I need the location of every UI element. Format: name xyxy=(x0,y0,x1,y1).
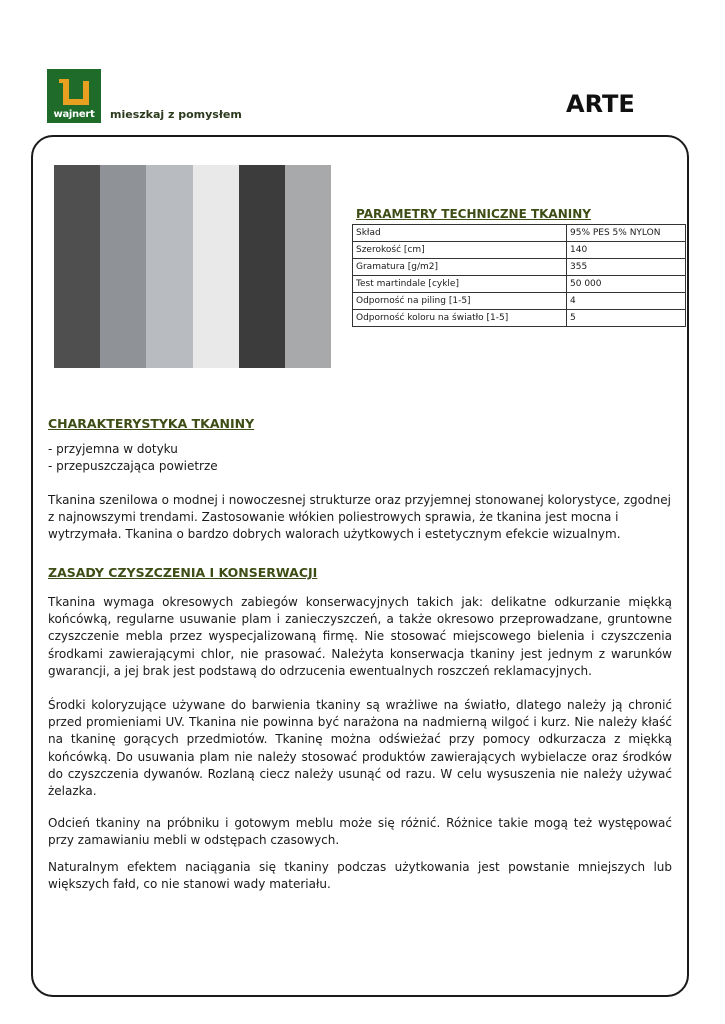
param-value: 4 xyxy=(567,293,686,310)
table-row xyxy=(353,225,686,242)
brand-tagline: mieszkaj z pomysłem xyxy=(110,108,242,121)
table-row xyxy=(353,242,686,259)
bullet-item: - przyjemna w dotyku xyxy=(48,442,178,456)
param-value: 140 xyxy=(567,242,686,259)
param-value: 5 xyxy=(567,310,686,327)
cleaning-paragraph: Naturalnym efektem naciągania się tkaniny podczas użytkowania jest powstanie mniejszych lub większych fałd, co nie stanowi wady materiału. xyxy=(48,860,672,892)
characteristics-bullets xyxy=(48,441,672,475)
param-label: Gramatura [g/m2] xyxy=(353,259,567,276)
cleaning-paragraph: Środki koloryzujące używane do barwienia tkaniny są wrażliwe na światło, dlatego należy ją chronić przed promieniami UV. Tkanina nie powinna być narażona na nadmierną wilgoć i kurz. Nie należy kłaść na tkaninę gorących przedmiotów. Tkaninę można odświeżać przy pomocy odkurzacza z miękką końcówką. Do usuwania plam nie należy stosować produktów zawierających wybielacze oraz środków do czyszczenia dywanów. Rozlaną ciecz należy usunąć od razu. W celu wysuszenia nie należy używać żelazka. xyxy=(48,698,672,799)
param-value: 95% PES 5% NYLON xyxy=(567,225,686,242)
characteristics-paragraph: Tkanina szenilowa o modnej i nowoczesnej strukturze oraz przyjemnej stonowanej kolorystyce, zgodnej z najnowszymi trendami. Zastosowanie włókien poliestrowych sprawia, że tkanina jest mocna i wytrzymała. Tkanina o bardzo dobrych walorach użytkowych i estetycznym efekcie wizualnym. xyxy=(48,493,671,542)
table-row xyxy=(353,310,686,327)
param-label: Test martindale [cykle] xyxy=(353,276,567,293)
param-label: Skład xyxy=(353,225,567,242)
logo-brand-text: wajnert xyxy=(53,109,95,120)
swatch-stripe xyxy=(100,165,146,368)
product-name: ARTE xyxy=(566,90,635,118)
characteristics-title: CHARAKTERYSTYKA TKANINY xyxy=(48,416,255,431)
fabric-swatch-image xyxy=(54,165,331,368)
bullet-item: - przepuszczająca powietrze xyxy=(48,459,218,474)
table-row xyxy=(353,259,686,276)
param-value: 355 xyxy=(567,259,686,276)
param-label: Odporność koloru na światło [1-5] xyxy=(353,310,567,327)
swatch-stripe xyxy=(193,165,239,368)
param-label: Odporność na piling [1-5] xyxy=(353,293,567,310)
swatch-stripe xyxy=(146,165,192,368)
table-row xyxy=(353,276,686,293)
table-row xyxy=(353,293,686,310)
brand-logo xyxy=(47,69,101,123)
cleaning-title: ZASADY CZYSZCZENIA I KONSERWACJI xyxy=(48,565,318,580)
parameters-table xyxy=(352,224,686,327)
param-label: Szerokość [cm] xyxy=(353,242,567,259)
swatch-stripe xyxy=(54,165,100,368)
parameters-title: PARAMETRY TECHNICZNE TKANINY xyxy=(356,207,591,221)
cleaning-paragraph: Odcień tkaniny na próbniku i gotowym meblu może się różnić. Różnice takie mogą też występować przy zamawianiu mebli w odstępach czasowych. xyxy=(48,816,672,848)
swatch-stripe xyxy=(239,165,285,368)
swatch-stripe xyxy=(285,165,331,368)
param-value: 50 000 xyxy=(567,276,686,293)
cleaning-paragraph: Tkanina wymaga okresowych zabiegów konserwacyjnych takich jak: delikatne odkurzanie miękką końcówką, regularne usuwanie plam i zanieczyszczeń, a także okresowo przeprowadzane, gruntowne czyszczenie mebla przez wyspecjalizowaną firmę. Nie stosować miejscowego bielenia i czyszczenia środkami zawierającymi chlor, nie prasować. Należyta konserwacja tkaniny jest jednym z warunków gwarancji, a jej brak jest podstawą do odrzucenia ewentualnych roszczeń reklamacyjnych. xyxy=(48,595,672,678)
